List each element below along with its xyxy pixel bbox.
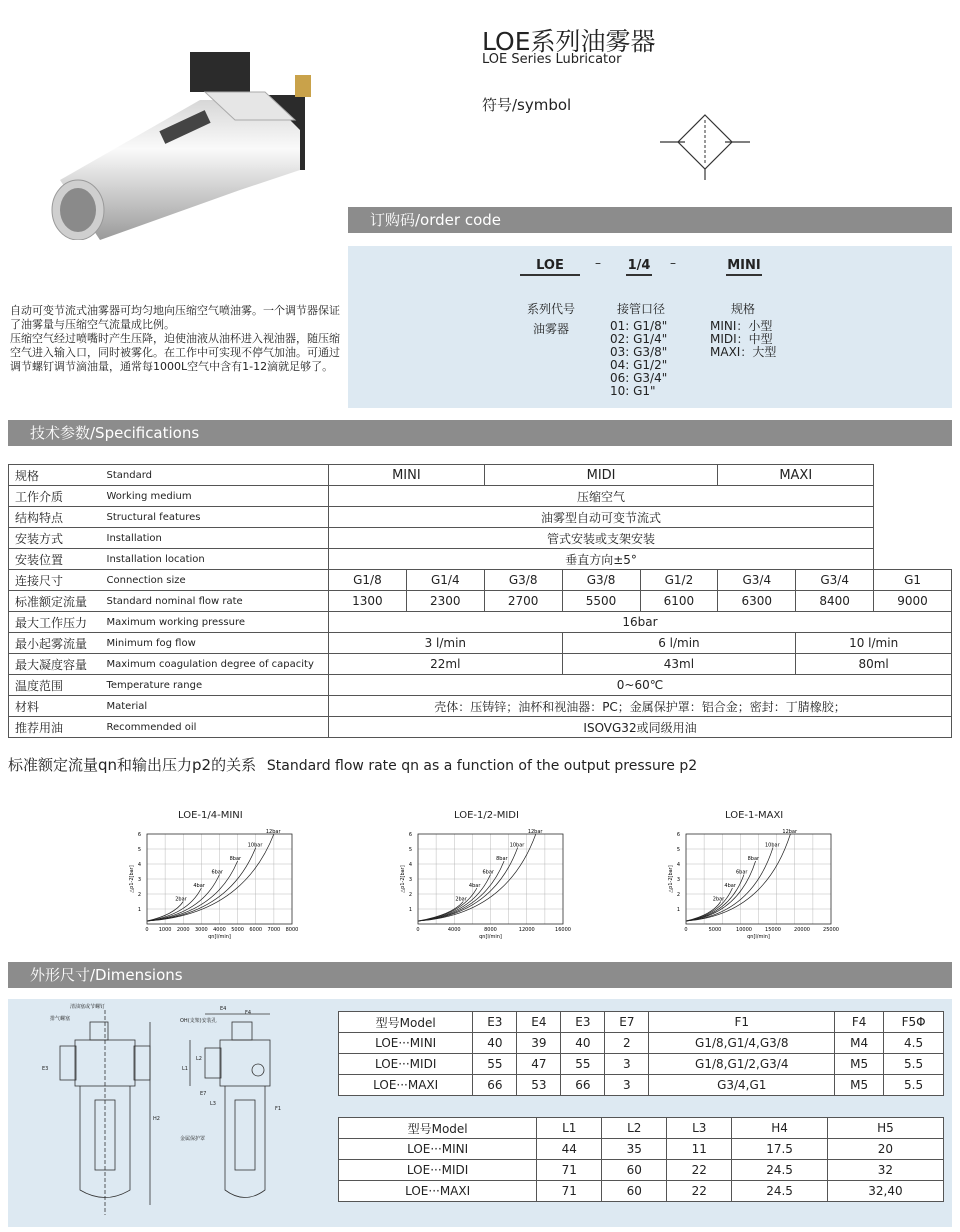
- spec-value: 10 l/min: [796, 633, 952, 654]
- spec-row: [9, 612, 952, 633]
- table-cell: 20: [827, 1139, 943, 1160]
- spec-value: 8400: [796, 591, 874, 612]
- spec-label-cn: 工作介质: [9, 486, 101, 507]
- spec-value: ISOVG32或同级用油: [329, 717, 952, 738]
- table-cell: 5.5: [884, 1075, 944, 1096]
- table-header: E7: [605, 1012, 649, 1033]
- series-label: 8bar: [496, 856, 508, 862]
- table-header: L3: [667, 1118, 732, 1139]
- page-title: LOE系列油雾器: [482, 27, 656, 56]
- spec-value: 垂直方向±5°: [329, 549, 874, 570]
- spec-value: 3 l/min: [329, 633, 563, 654]
- drawing-label: E4: [220, 1006, 227, 1012]
- spec-options: [710, 320, 776, 359]
- spec-row: [9, 696, 952, 717]
- table-cell: 4.5: [884, 1033, 944, 1054]
- table-cell: 53: [517, 1075, 561, 1096]
- spec-label-cn: 规格: [9, 465, 101, 486]
- order-code-dash: –: [670, 256, 676, 270]
- x-tick-label: 4000: [447, 927, 461, 933]
- spec-value: G1/8: [329, 570, 407, 591]
- spec-value: 5500: [562, 591, 640, 612]
- product-photo: [40, 40, 340, 240]
- spec-value: 9000: [874, 591, 952, 612]
- y-tick-label: 3: [137, 877, 141, 883]
- x-tick-label: 8000: [484, 927, 497, 933]
- series-label: 2bar: [455, 896, 467, 903]
- series-label: 10bar: [509, 842, 525, 849]
- spec-label-en: Standard nominal flow rate: [101, 591, 329, 612]
- drawing-label: 排气螺塞: [50, 1016, 71, 1022]
- table-cell: LOE···MAXI: [339, 1181, 537, 1202]
- y-tick-label: 5: [137, 847, 141, 853]
- series-label: 2bar: [712, 896, 725, 903]
- y-tick-label: 4: [137, 862, 141, 868]
- chart-title: LOE-1/4-MINI: [178, 810, 243, 821]
- flow-chart-midi: [396, 826, 576, 944]
- y-tick-label: 1: [137, 907, 141, 913]
- table-cell: G1/8,G1/2,G3/4: [649, 1054, 835, 1075]
- y-tick-label: 4: [408, 862, 412, 868]
- y-tick-label: 1: [408, 907, 412, 913]
- order-code-panel: [348, 246, 952, 408]
- table-row: [339, 1181, 944, 1202]
- series-line: [147, 861, 238, 921]
- x-axis-label: qn[l/min]: [208, 934, 231, 940]
- x-tick-label: 4000: [213, 927, 226, 933]
- spec-option: MAXI：大型: [710, 345, 777, 359]
- series-label: 4bar: [468, 883, 481, 889]
- y-tick-label: 2: [408, 892, 412, 898]
- drawing-label: F4: [245, 1010, 252, 1016]
- table-cell: 24.5: [732, 1160, 828, 1181]
- table-header: H5: [827, 1118, 943, 1139]
- spec-value: 管式安装或支架安装: [329, 528, 874, 549]
- symbol-label: 符号/symbol: [482, 96, 572, 114]
- flow-chart-mini: [125, 826, 305, 944]
- port-options: [610, 320, 667, 398]
- spec-label-en: Minimum fog flow: [101, 633, 329, 654]
- table-cell: 55: [473, 1054, 517, 1075]
- series-label: 12bar: [265, 829, 281, 835]
- y-axis-label: △p1-2[bar]: [129, 865, 135, 893]
- dimensions-table-2: [338, 1117, 944, 1202]
- drawing-label: 清油塞或节螺钉: [70, 1004, 106, 1010]
- spec-label-en: Maximum coagulation degree of capacity: [101, 654, 329, 675]
- spec-value: 6100: [640, 591, 718, 612]
- drawing-label: OH(支架)安装孔: [180, 1018, 217, 1024]
- table-row: [339, 1033, 944, 1054]
- table-header: F1: [649, 1012, 835, 1033]
- chart-title: LOE-1-MAXI: [725, 810, 784, 821]
- table-cell: 40: [473, 1033, 517, 1054]
- table-header-row: [339, 1118, 944, 1139]
- y-tick-label: 6: [408, 832, 412, 838]
- port-label: 接管口径: [616, 302, 665, 316]
- y-tick-label: 6: [676, 832, 680, 838]
- table-cell: M5: [835, 1075, 884, 1096]
- series-line: [686, 888, 732, 921]
- spec-value: G1/4: [406, 570, 484, 591]
- spec-value: 6 l/min: [562, 633, 796, 654]
- port-option: 10: G1": [610, 384, 656, 398]
- drawing-label: L3: [210, 1101, 216, 1107]
- spec-label-en: Connection size: [101, 570, 329, 591]
- table-row: [339, 1054, 944, 1075]
- y-tick-label: 5: [408, 847, 412, 853]
- y-tick-label: 3: [676, 877, 680, 883]
- table-cell: 32,40: [827, 1181, 943, 1202]
- drawing-label: E7: [200, 1091, 207, 1097]
- x-tick-label: 5000: [708, 927, 722, 933]
- table-header: 型号Model: [339, 1012, 473, 1033]
- table-cell: 35: [602, 1139, 667, 1160]
- table-header: F5Φ: [884, 1012, 944, 1033]
- spec-row: [9, 465, 952, 486]
- table-cell: LOE···MAXI: [339, 1075, 473, 1096]
- intro-text: 自动可变节流式油雾器可均匀地向压缩空气喷油雾。一个调节器保证了油雾量与压缩空气流量成比例。 压缩空气经过喷嘴时产生压降，迫使油液从油杯进入视油器，随压缩空气进入输入口，同时被雾化。在工作中可实现不停气加油。可通过调节螺钉调节滴油量，通常每1000L空气中含有1-12滴就足够了。: [10, 304, 340, 373]
- table-cell: 60: [602, 1160, 667, 1181]
- table-cell: 55: [561, 1054, 605, 1075]
- spec-label-en: Temperature range: [101, 675, 329, 696]
- relation-title-cn: 标准额定流量qn和输出压力p2的关系: [8, 756, 257, 774]
- series-label: 6bar: [736, 869, 748, 876]
- series-label: 6bar: [211, 869, 223, 876]
- order-code-bar: 订购码/order code: [348, 207, 952, 233]
- table-cell: 22: [667, 1181, 732, 1202]
- spec-option: MIDI：中型: [710, 332, 773, 346]
- x-tick-label: 2000: [176, 927, 190, 933]
- table-cell: 66: [561, 1075, 605, 1096]
- table-cell: G1/8,G1/4,G3/8: [649, 1033, 835, 1054]
- spec-value: 压缩空气: [329, 486, 874, 507]
- spec-value: G3/4: [718, 570, 796, 591]
- spec-label-cn: 最小起雾流量: [9, 633, 101, 654]
- series-label: 4bar: [193, 883, 205, 889]
- spec-row: [9, 570, 952, 591]
- spec-value: MAXI: [718, 465, 874, 486]
- spec-value: 2700: [484, 591, 562, 612]
- spec-value: 2300: [406, 591, 484, 612]
- x-tick-label: 3000: [195, 927, 208, 933]
- y-tick-label: 3: [408, 877, 412, 883]
- table-cell: 3: [605, 1054, 649, 1075]
- table-cell: 22: [667, 1160, 732, 1181]
- spec-value: 油雾型自动可变节流式: [329, 507, 874, 528]
- spec-value: 22ml: [329, 654, 563, 675]
- lubricator-symbol-icon: [655, 110, 755, 185]
- series-label: 10bar: [765, 842, 780, 849]
- spec-value: MIDI: [484, 465, 718, 486]
- spec-row: [9, 528, 952, 549]
- drawing-label: 金属保护罩: [180, 1136, 206, 1142]
- table-header: L2: [602, 1118, 667, 1139]
- spec-label-cn: 材料: [9, 696, 101, 717]
- spec-row: [9, 549, 952, 570]
- table-cell: LOE···MINI: [339, 1033, 473, 1054]
- table-cell: 71: [537, 1160, 602, 1181]
- drawing-label: E3: [42, 1066, 49, 1072]
- series-label: 12bar: [782, 829, 798, 835]
- x-tick-label: 16000: [555, 927, 571, 933]
- x-tick-label: 0: [416, 927, 420, 933]
- spec-label-cn: 最大凝度容量: [9, 654, 101, 675]
- spec-label-en: Installation location: [101, 549, 329, 570]
- spec-label-cn: 标准额定流量: [9, 591, 101, 612]
- spec-value: G1/2: [640, 570, 718, 591]
- series-label: 6bar: [482, 869, 494, 876]
- y-tick-label: 5: [676, 847, 680, 853]
- x-tick-label: 20000: [794, 927, 810, 933]
- spec-label-en: Structural features: [101, 507, 329, 528]
- table-cell: 5.5: [884, 1054, 944, 1075]
- port-option: 02: G1/4": [610, 332, 668, 346]
- spec-option: MINI：小型: [710, 319, 773, 333]
- spec-label-cn: 温度范围: [9, 675, 101, 696]
- table-row: [339, 1139, 944, 1160]
- specifications-table: [8, 464, 952, 738]
- table-header-row: [339, 1012, 944, 1033]
- x-axis-label: qn[l/min]: [479, 934, 502, 940]
- chart-title: LOE-1/2-MIDI: [454, 810, 519, 821]
- x-tick-label: 0: [145, 927, 149, 933]
- y-tick-label: 1: [676, 907, 680, 913]
- order-code-series: LOE: [520, 258, 580, 276]
- y-tick-label: 2: [137, 892, 141, 898]
- spec-label-cn: 安装位置: [9, 549, 101, 570]
- x-tick-label: 6000: [249, 927, 263, 933]
- spec-row: [9, 633, 952, 654]
- spec-value: 6300: [718, 591, 796, 612]
- x-tick-label: 25000: [823, 927, 839, 933]
- drawing-label: H2: [153, 1116, 160, 1122]
- relation-title-en: Standard flow rate qn as a function of the output pressure p2: [266, 758, 698, 774]
- x-axis-label: qn[l/min]: [747, 934, 770, 940]
- y-tick-label: 4: [676, 862, 680, 868]
- flow-chart-maxi: [664, 826, 844, 944]
- port-option: 04: G1/2": [610, 358, 668, 372]
- spec-row: [9, 591, 952, 612]
- table-cell: LOE···MIDI: [339, 1054, 473, 1075]
- spec-label: 规格: [730, 302, 755, 316]
- spec-value: MINI: [329, 465, 485, 486]
- spec-value: 16bar: [329, 612, 952, 633]
- table-header: 型号Model: [339, 1118, 537, 1139]
- table-cell: 47: [517, 1054, 561, 1075]
- spec-label-en: Standard: [101, 465, 329, 486]
- table-cell: 3: [605, 1075, 649, 1096]
- port-option: 06: G3/4": [610, 371, 668, 385]
- spec-label-cn: 连接尺寸: [9, 570, 101, 591]
- table-header: L1: [537, 1118, 602, 1139]
- port-option: 01: G1/8": [610, 319, 668, 333]
- table-header: H4: [732, 1118, 828, 1139]
- spec-value: 1300: [329, 591, 407, 612]
- table-cell: 17.5: [732, 1139, 828, 1160]
- table-header: E3: [561, 1012, 605, 1033]
- table-cell: 24.5: [732, 1181, 828, 1202]
- series-label: 系列代号: [526, 302, 575, 316]
- page-subtitle: LOE Series Lubricator: [482, 52, 622, 67]
- x-tick-label: 10000: [736, 927, 752, 933]
- series-label: 10bar: [247, 842, 263, 849]
- series-value: 油雾器: [532, 322, 569, 336]
- table-header: F4: [835, 1012, 884, 1033]
- spec-value: 80ml: [796, 654, 952, 675]
- spec-row: [9, 717, 952, 738]
- spec-value: G3/4: [796, 570, 874, 591]
- spec-row: [9, 675, 952, 696]
- table-cell: G3/4,G1: [649, 1075, 835, 1096]
- x-tick-label: 15000: [765, 927, 781, 933]
- relation-title: [8, 754, 697, 775]
- table-cell: 2: [605, 1033, 649, 1054]
- table-cell: 32: [827, 1160, 943, 1181]
- table-cell: 44: [537, 1139, 602, 1160]
- table-cell: M4: [835, 1033, 884, 1054]
- table-cell: 66: [473, 1075, 517, 1096]
- spec-value: G3/8: [562, 570, 640, 591]
- y-axis-label: △p1-2[bar]: [400, 865, 406, 893]
- table-cell: 71: [537, 1181, 602, 1202]
- table-cell: 39: [517, 1033, 561, 1054]
- spec-label-en: Working medium: [101, 486, 329, 507]
- specifications-bar: 技术参数/Specifications: [8, 420, 952, 446]
- y-axis-label: △p1-2[bar]: [668, 865, 674, 893]
- dimensions-bar: 外形尺寸/Dimensions: [8, 962, 952, 988]
- table-cell: 11: [667, 1139, 732, 1160]
- spec-value: 43ml: [562, 654, 796, 675]
- table-row: [339, 1075, 944, 1096]
- spec-label-cn: 结构特点: [9, 507, 101, 528]
- spec-row: [9, 486, 952, 507]
- spec-value: G3/8: [484, 570, 562, 591]
- x-tick-label: 8000: [285, 927, 299, 933]
- y-tick-label: 2: [676, 892, 680, 898]
- table-cell: M5: [835, 1054, 884, 1075]
- series-label: 12bar: [527, 829, 543, 835]
- x-tick-label: 7000: [267, 927, 281, 933]
- x-tick-label: 1000: [158, 927, 172, 933]
- series-label: 8bar: [747, 856, 760, 862]
- spec-value: G1: [874, 570, 952, 591]
- order-code-port: 1/4: [626, 258, 652, 276]
- spec-label-en: Maximum working pressure: [101, 612, 329, 633]
- drawing-label: F1: [275, 1106, 282, 1112]
- order-code-spec: MINI: [726, 258, 762, 276]
- port-option: 03: G3/8": [610, 345, 668, 359]
- y-tick-label: 6: [137, 832, 141, 838]
- spec-value: 0~60℃: [329, 675, 952, 696]
- spec-value: 壳体：压铸锌；油杯和视油器：PC；金属保护罩：铝合金；密封：丁腈橡胶；: [329, 696, 952, 717]
- spec-row: [9, 507, 952, 528]
- series-label: 4bar: [724, 883, 736, 889]
- drawing-label: L1: [182, 1066, 188, 1072]
- table-header: E4: [517, 1012, 561, 1033]
- table-header: E3: [473, 1012, 517, 1033]
- spec-label-en: Material: [101, 696, 329, 717]
- dimension-drawing: [20, 1000, 330, 1226]
- drawing-label: L2: [196, 1056, 202, 1062]
- table-cell: LOE···MINI: [339, 1139, 537, 1160]
- spec-label-cn: 最大工作压力: [9, 612, 101, 633]
- series-label: 8bar: [229, 856, 242, 862]
- x-tick-label: 0: [684, 927, 688, 933]
- dimensions-table-1: [338, 1011, 944, 1096]
- table-cell: 40: [561, 1033, 605, 1054]
- spec-label-en: Installation: [101, 528, 329, 549]
- x-tick-label: 12000: [518, 927, 535, 933]
- x-tick-label: 5000: [231, 927, 244, 933]
- order-code-dash: –: [595, 256, 601, 270]
- spec-label-en: Recommended oil: [101, 717, 329, 738]
- table-row: [339, 1160, 944, 1181]
- table-cell: 60: [602, 1181, 667, 1202]
- table-cell: LOE···MIDI: [339, 1160, 537, 1181]
- spec-label-cn: 安装方式: [9, 528, 101, 549]
- series-label: 2bar: [175, 896, 187, 903]
- spec-row: [9, 654, 952, 675]
- spec-label-cn: 推荐用油: [9, 717, 101, 738]
